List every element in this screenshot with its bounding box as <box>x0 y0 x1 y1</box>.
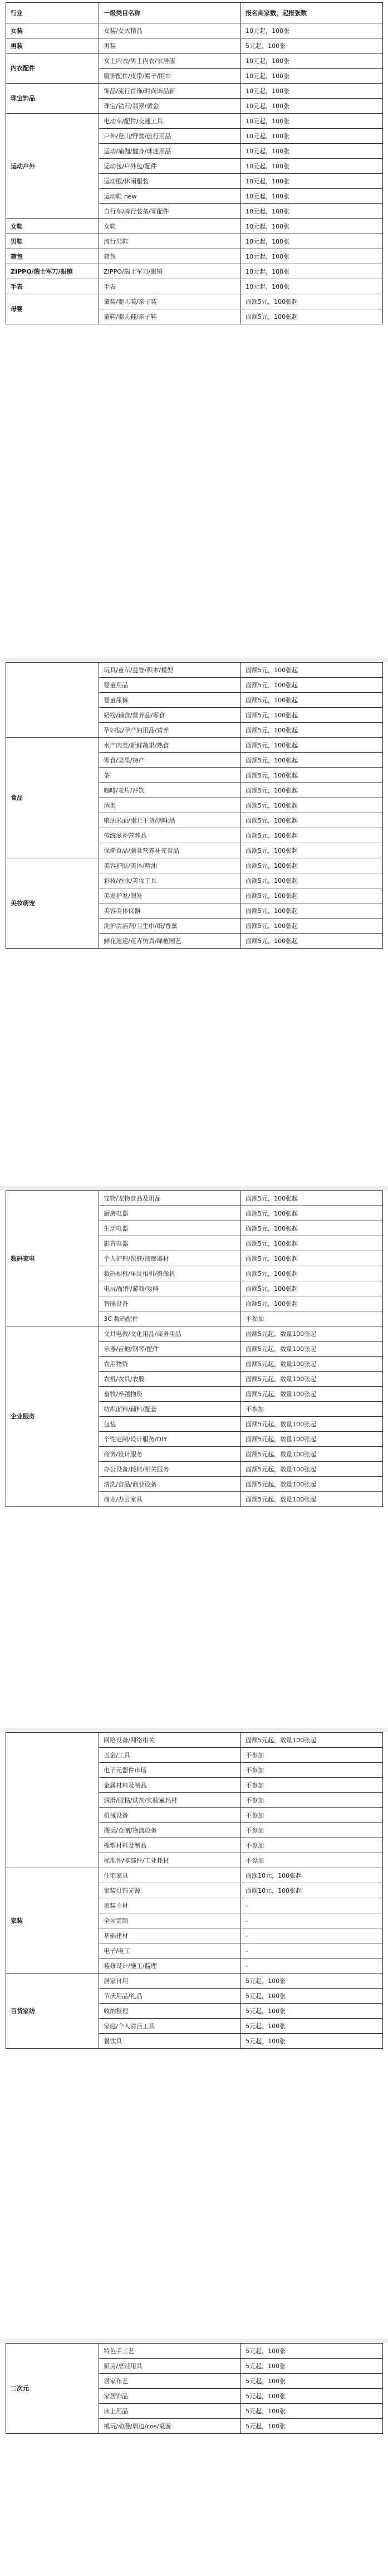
requirement-cell: 面额5元起，数量100张起 <box>241 1492 383 1507</box>
requirement-cell: 10元起，100张 <box>241 69 383 84</box>
category-cell: 3C 数码配件 <box>99 1311 241 1326</box>
requirement-cell: 面额5元，100张起 <box>241 1206 383 1221</box>
category-cell: 智能设备 <box>99 1296 241 1311</box>
requirement-cell: 5元起，100张 <box>241 1974 383 1989</box>
requirement-cell: 10元起，100张 <box>241 174 383 189</box>
page-1 <box>0 0 388 657</box>
category-cell: 润滑/胶粘/试剂/实验室耗材 <box>99 1793 241 1808</box>
requirement-cell: 不参加 <box>241 1793 383 1808</box>
requirement-cell: 10元起，100张 <box>241 129 383 144</box>
industry-cell: 男装 <box>6 38 99 54</box>
category-cell: 咖啡/麦片/冲饮 <box>99 783 241 798</box>
requirement-cell: 5元起，100张 <box>241 2359 383 2374</box>
category-cell: 电玩/配件/游戏/攻略 <box>99 1281 241 1296</box>
category-cell: 数码相机/单反相机/摄像机 <box>99 1266 241 1281</box>
requirement-cell: 面额5元，100张起 <box>241 663 383 678</box>
requirement-cell: 面额5元，100张起 <box>241 693 383 708</box>
requirement-cell: 面额5元，100张起 <box>241 753 383 768</box>
requirement-cell: 5元起，100张 <box>241 2019 383 2034</box>
requirement-cell: 面额5元起，数量100张起 <box>241 1447 383 1462</box>
requirement-cell: 面额5元起，数量100张起 <box>241 1733 383 1748</box>
requirement-cell: 10元起，100张 <box>241 84 383 99</box>
requirement-cell: 10元起，100张 <box>241 219 383 234</box>
category-cell: 网络设备/网络相关 <box>99 1733 241 1748</box>
industry-cell: 食品 <box>6 738 99 858</box>
header-category: 一级类目名称 <box>99 3 241 23</box>
category-cell: 洗护清洁剂/卫生巾/纸/香薰 <box>99 918 241 934</box>
requirement-cell: 不参加 <box>241 1853 383 1868</box>
category-cell: 清洗/食品/商业设备 <box>99 1477 241 1492</box>
requirement-cell: 10元起，100张 <box>241 114 383 129</box>
requirement-cell: 面额5元，100张起 <box>241 1281 383 1296</box>
category-cell: 特色手工艺 <box>99 2344 241 2359</box>
page-2 <box>0 662 388 1183</box>
industry-cell: 百货家纺 <box>6 1974 99 2049</box>
page-gap <box>0 1728 388 1732</box>
industry-cell: ZIPPO/瑞士军刀/眼镜 <box>6 264 99 279</box>
category-cell: 宠物/宠物食品及用品 <box>99 1191 241 1206</box>
page-gap <box>0 2339 388 2343</box>
category-cell: 户外/登山/野营/旅行用品 <box>99 129 241 144</box>
category-cell: 家装灯饰光源 <box>99 1883 241 1898</box>
requirement-cell: 面额5元起，数量100张起 <box>241 1326 383 1342</box>
table-page-3 <box>6 1190 383 1507</box>
table-row <box>6 23 383 38</box>
category-cell: 孕妇装/孕产妇用品/营养 <box>99 723 241 738</box>
category-cell: 运动服/休闲服装 <box>99 174 241 189</box>
table-row <box>6 1191 383 1206</box>
page-gap <box>0 1186 388 1190</box>
requirement-cell: 5元起，100张 <box>241 38 383 54</box>
requirement-cell: 面额5元，100张起 <box>241 783 383 798</box>
page-gap <box>0 658 388 662</box>
category-cell: 文具电教/文化用品/商务用品 <box>99 1326 241 1342</box>
category-cell: 居家日用 <box>99 1974 241 1989</box>
page-5 <box>0 2343 388 2576</box>
category-cell: 奶粉/辅食/营养品/零食 <box>99 708 241 723</box>
table-page-5 <box>6 2343 383 2434</box>
industry-cell: 箱包 <box>6 249 99 264</box>
category-cell: 童鞋/婴儿鞋/亲子鞋 <box>99 309 241 324</box>
category-cell: 箱包 <box>99 249 241 264</box>
page-3 <box>0 1190 388 1726</box>
requirement-cell: 5元起，100张 <box>241 2374 383 2389</box>
requirement-cell: 面额5元起，数量100张起 <box>241 1342 383 1357</box>
table-body-p2 <box>6 663 383 949</box>
requirement-cell: 5元起，100张 <box>241 2034 383 2049</box>
category-cell: 电子/电工 <box>99 1943 241 1958</box>
category-cell: 基础建材 <box>99 1928 241 1943</box>
category-cell: 家装主材 <box>99 1898 241 1913</box>
header-industry: 行业 <box>6 3 99 23</box>
industry-cell: 内衣配件 <box>6 54 99 84</box>
requirement-cell: - <box>241 1943 383 1958</box>
category-cell: 鲜花速递/花卉仿真/绿植园艺 <box>99 934 241 949</box>
category-cell: 纺织面料/辅料/配套 <box>99 1402 241 1417</box>
table-page-1 <box>6 2 383 324</box>
table-row <box>6 84 383 99</box>
table-row <box>6 1974 383 1989</box>
industry-cell: 数码家电 <box>6 1191 99 1326</box>
table-row <box>6 249 383 264</box>
category-cell: 商业/办公家具 <box>99 1492 241 1507</box>
category-cell: 玩具/童车/益智/积木/模型 <box>99 663 241 678</box>
category-cell: 农用物资 <box>99 1357 241 1372</box>
requirement-cell: 面额5元，100张起 <box>241 1251 383 1266</box>
table-row <box>6 1733 383 1748</box>
table-row <box>6 219 383 234</box>
table-row <box>6 38 383 54</box>
requirement-cell: - <box>241 1913 383 1928</box>
category-cell: 五金/工具 <box>99 1748 241 1763</box>
requirement-cell: 10元起，100张 <box>241 279 383 294</box>
requirement-cell: 面额5元，100张起 <box>241 294 383 309</box>
requirement-cell: 面额5元，100张起 <box>241 738 383 753</box>
table-body-p5 <box>6 2344 383 2434</box>
table-row <box>6 1326 383 1342</box>
requirement-cell: 面额5元，100张起 <box>241 843 383 858</box>
requirement-cell: 面额5元，100张起 <box>241 1236 383 1251</box>
requirement-cell: 10元起，100张 <box>241 23 383 38</box>
industry-cell: 女装 <box>6 23 99 38</box>
industry-cell <box>6 663 99 738</box>
category-cell: 美发护发/假发 <box>99 888 241 903</box>
category-cell: 家居饰品 <box>99 2389 241 2404</box>
requirement-cell: 不参加 <box>241 1823 383 1838</box>
table-body-p4 <box>6 1733 383 2049</box>
category-cell: 家庭/个人清洁工具 <box>99 2019 241 2034</box>
category-cell: 厨房电器 <box>99 1206 241 1221</box>
category-cell: 男装 <box>99 38 241 54</box>
category-cell: 节庆用品/礼品 <box>99 1989 241 2004</box>
requirement-cell: - <box>241 1928 383 1943</box>
category-cell: 电动车/配件/交通工具 <box>99 114 241 129</box>
requirement-cell: 面额5元，100张起 <box>241 1296 383 1311</box>
industry-cell: 企业服务 <box>6 1326 99 1507</box>
category-cell: 女装/女式精品 <box>99 23 241 38</box>
requirement-cell: 面额5元，100张起 <box>241 903 383 918</box>
category-cell: 收纳整理 <box>99 2004 241 2019</box>
requirement-cell: 面额5元起，数量100张起 <box>241 1477 383 1492</box>
category-cell: 乐器/吉他/钢琴/配件 <box>99 1342 241 1357</box>
table-row <box>6 2344 383 2359</box>
requirement-cell: 面额5元，100张起 <box>241 858 383 873</box>
table-row <box>6 738 383 753</box>
category-cell: 包装 <box>99 1417 241 1432</box>
category-cell: 机械设备 <box>99 1808 241 1823</box>
table-page-2 <box>6 662 383 949</box>
requirement-cell: 不参加 <box>241 1748 383 1763</box>
requirement-cell: 面额5元起，数量100张起 <box>241 1357 383 1372</box>
category-cell: 生活电器 <box>99 1221 241 1236</box>
requirement-cell: 不参加 <box>241 1402 383 1417</box>
table-row <box>6 1868 383 1883</box>
category-cell: 美容美体仪器 <box>99 903 241 918</box>
requirement-cell: 10元起，100张 <box>241 249 383 264</box>
requirement-cell: 不参加 <box>241 1778 383 1793</box>
category-cell: 婴童用品 <box>99 678 241 693</box>
industry-cell: 男鞋 <box>6 234 99 249</box>
industry-cell: 母婴 <box>6 294 99 324</box>
category-cell: 婴童尿裤 <box>99 693 241 708</box>
industry-cell <box>6 1733 99 1868</box>
requirement-cell: 面额5元，100张起 <box>241 828 383 843</box>
industry-cell: 手表 <box>6 279 99 294</box>
category-cell: 住宅家具 <box>99 1868 241 1883</box>
requirement-cell: 面额5元起，数量100张起 <box>241 1462 383 1477</box>
category-cell: 运动/瑜伽/健身/球迷用品 <box>99 144 241 159</box>
requirement-cell: 10元起，100张 <box>241 234 383 249</box>
table-row <box>6 264 383 279</box>
requirement-cell: 5元起，100张 <box>241 2404 383 2419</box>
table-row <box>6 858 383 873</box>
requirement-cell: 5元起，100张 <box>241 1989 383 2004</box>
table-header-row <box>6 3 383 23</box>
category-cell: 标准件/零部件/工业耗材 <box>99 1853 241 1868</box>
table-row <box>6 54 383 69</box>
requirement-cell: 面额5元，100张起 <box>241 888 383 903</box>
industry-cell: 家装 <box>6 1868 99 1974</box>
category-cell: 零食/坚果/特产 <box>99 753 241 768</box>
industry-cell: 女鞋 <box>6 219 99 234</box>
category-cell: 酒类 <box>99 798 241 813</box>
category-cell: 影音电器 <box>99 1236 241 1251</box>
requirement-cell: 不参加 <box>241 1808 383 1823</box>
category-cell: 全屋定制 <box>99 1913 241 1928</box>
requirement-cell: 10元起，100张 <box>241 189 383 204</box>
category-cell: 服饰配件/皮带/帽子/围巾 <box>99 69 241 84</box>
requirement-cell: 面额5元，100张起 <box>241 678 383 693</box>
requirement-cell: 10元起，100张 <box>241 159 383 174</box>
table-body-p3 <box>6 1191 383 1507</box>
category-cell: 饰品/流行首饰/时尚饰品新 <box>99 84 241 99</box>
requirement-cell: 10元起，100张 <box>241 264 383 279</box>
industry-cell: 二次元 <box>6 2344 99 2434</box>
requirement-cell: 10元起，100张 <box>241 144 383 159</box>
category-cell: 农机/农具/农膜 <box>99 1372 241 1387</box>
category-cell: 个性定制/设计服务/DIY <box>99 1432 241 1447</box>
category-cell: 手表 <box>99 279 241 294</box>
requirement-cell: 面额5元，100张起 <box>241 934 383 949</box>
category-cell: 个人护理/保健/按摩器材 <box>99 1251 241 1266</box>
category-cell: 美容护肤/美体/精油 <box>99 858 241 873</box>
requirement-cell: 面额5元，100张起 <box>241 798 383 813</box>
category-cell: 珠宝/钻石/翡翠/黄金 <box>99 99 241 114</box>
category-cell: 流行男鞋 <box>99 234 241 249</box>
category-cell: 水产肉类/新鲜蔬果/熟食 <box>99 738 241 753</box>
category-cell: 运动包/户外包/配件 <box>99 159 241 174</box>
category-cell: 女鞋 <box>99 219 241 234</box>
table-row <box>6 294 383 309</box>
industry-cell: 运动户外 <box>6 114 99 219</box>
table-row <box>6 234 383 249</box>
requirement-cell: 面额5元，100张起 <box>241 723 383 738</box>
requirement-cell: 面额5元起，数量100张起 <box>241 1372 383 1387</box>
category-cell: 童装/婴儿装/亲子装 <box>99 294 241 309</box>
requirement-cell: 面额5元，100张起 <box>241 813 383 828</box>
table-body-p1 <box>6 23 383 324</box>
category-cell: 橡塑材料及制品 <box>99 1838 241 1853</box>
category-cell: 床上用品 <box>99 2404 241 2419</box>
category-cell: 茶 <box>99 768 241 783</box>
header-requirement: 报名商家数，起报张数 <box>241 3 383 23</box>
category-cell: 办公设备/耗材/相关服务 <box>99 1462 241 1477</box>
requirement-cell: 面额5元，100张起 <box>241 1191 383 1206</box>
requirement-cell: 面额5元，100张起 <box>241 918 383 934</box>
requirement-cell: 面额10元，100张起 <box>241 1868 383 1883</box>
requirement-cell: 面额10元，100张起 <box>241 1883 383 1898</box>
requirement-cell: 面额5元，100张起 <box>241 1221 383 1236</box>
category-cell: ZIPPO/瑞士军刀/眼镜 <box>99 264 241 279</box>
category-cell: 女士内衣/男士内衣/家居服 <box>99 54 241 69</box>
requirement-cell: - <box>241 1958 383 1974</box>
category-cell: 居家布艺 <box>99 2374 241 2389</box>
requirement-cell: 10元起，100张 <box>241 54 383 69</box>
category-cell: 装修设计/施工/监理 <box>99 1958 241 1974</box>
category-cell: 运动鞋 new <box>99 189 241 204</box>
requirement-cell: 面额5元，100张起 <box>241 309 383 324</box>
table-row <box>6 279 383 294</box>
requirement-cell: 面额5元，100张起 <box>241 873 383 888</box>
requirement-cell: 10元起，100张 <box>241 99 383 114</box>
category-cell: 畜牧/养殖物资 <box>99 1387 241 1402</box>
page-4 <box>0 1732 388 2334</box>
requirement-cell: 面额5元，100张起 <box>241 1266 383 1281</box>
category-cell: 餐饮具 <box>99 2034 241 2049</box>
category-cell: 彩妆/香水/美妆工具 <box>99 873 241 888</box>
requirement-cell: 5元起，100张 <box>241 2419 383 2434</box>
category-cell: 搬运/仓储/物流设备 <box>99 1823 241 1838</box>
category-cell: 厨房/烹饪用具 <box>99 2359 241 2374</box>
requirement-cell: 面额5元，100张起 <box>241 768 383 783</box>
requirement-cell: 5元起，100张 <box>241 2344 383 2359</box>
industry-cell: 美妆萌宠 <box>6 858 99 949</box>
category-cell: 粮油米面/南北干货/调味品 <box>99 813 241 828</box>
requirement-cell: 5元起，100张 <box>241 2389 383 2404</box>
category-cell: 金属材料及制品 <box>99 1778 241 1793</box>
table-row <box>6 663 383 678</box>
requirement-cell: 5元起，100张 <box>241 2004 383 2019</box>
category-cell: 商务/设计服务 <box>99 1447 241 1462</box>
category-cell: 电子元器件市场 <box>99 1763 241 1778</box>
table-row <box>6 114 383 129</box>
requirement-cell: 不参加 <box>241 1311 383 1326</box>
category-cell: 保健食品/膳食营养补充食品 <box>99 843 241 858</box>
requirement-cell: 不参加 <box>241 1763 383 1778</box>
requirement-cell: 10元起，100张 <box>241 204 383 219</box>
requirement-cell: 面额5元，100张起 <box>241 708 383 723</box>
requirement-cell: 不参加 <box>241 1838 383 1853</box>
table-page-4 <box>6 1732 383 2049</box>
requirement-cell: 面额5元起，数量100张起 <box>241 1387 383 1402</box>
category-cell: 模玩/动漫/周边/cos/桌游 <box>99 2419 241 2434</box>
requirement-cell: - <box>241 1898 383 1913</box>
requirement-cell: 面额5元起，数量100张起 <box>241 1432 383 1447</box>
category-cell: 自行车/骑行装备/零配件 <box>99 204 241 219</box>
industry-cell: 珠宝饰品 <box>6 84 99 114</box>
requirement-cell: 面额5元起，数量100张起 <box>241 1417 383 1432</box>
category-cell: 传统滋补营养品 <box>99 828 241 843</box>
